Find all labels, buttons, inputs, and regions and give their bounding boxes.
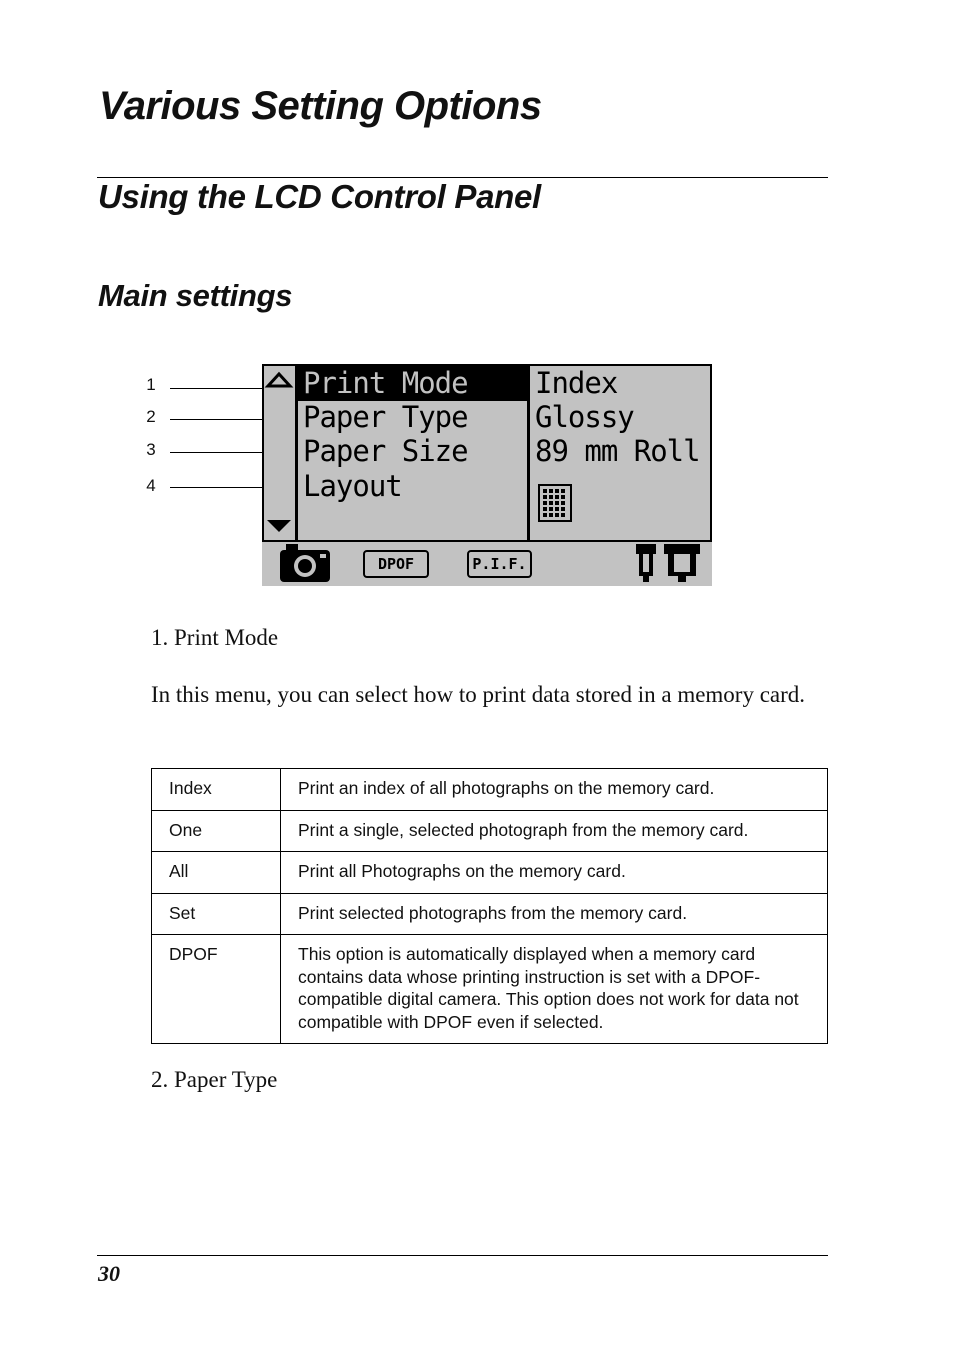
table-row bbox=[152, 852, 828, 894]
lcd-value-paper-size: 89 mm Roll bbox=[535, 434, 700, 468]
layout-grid-icon bbox=[538, 484, 572, 522]
dpof-icon: DPOF bbox=[363, 550, 429, 578]
option-cell: DPOF bbox=[152, 935, 281, 1044]
table-row bbox=[152, 810, 828, 852]
lcd-value-paper-type: Glossy bbox=[535, 400, 634, 434]
footer-rule bbox=[97, 1255, 828, 1256]
print-mode-description: In this menu, you can select how to print data stored in a memory card. bbox=[151, 682, 806, 707]
lcd-screen bbox=[262, 364, 712, 586]
description-cell: Print an index of all photographs on the memory card. bbox=[281, 769, 828, 811]
pif-icon: P.I.F. bbox=[467, 550, 532, 578]
callout-line-1 bbox=[170, 388, 265, 389]
page-number: 30 bbox=[98, 1261, 120, 1286]
lcd-menu-paper-size: Paper Size bbox=[303, 434, 468, 468]
lcd-menu-paper-type: Paper Type bbox=[303, 400, 468, 434]
lcd-value-print-mode: Index bbox=[535, 366, 618, 400]
table-row bbox=[152, 893, 828, 935]
print-mode-options-table bbox=[151, 768, 828, 1044]
item-print-mode: 1. Print Mode bbox=[151, 625, 279, 650]
lcd-divider bbox=[527, 364, 530, 540]
option-cell: Index bbox=[152, 769, 281, 811]
callout-2: 2 bbox=[146, 407, 156, 426]
lcd-scrollbar bbox=[262, 364, 298, 540]
description-cell: Print all Photographs on the memory card. bbox=[281, 852, 828, 894]
description-cell: Print a single, selected photograph from the memory card. bbox=[281, 810, 828, 852]
lcd-menu-print-mode: Print Mode bbox=[303, 366, 468, 400]
lcd-menu-layout: Layout bbox=[303, 469, 402, 503]
item-paper-type: 2. Paper Type bbox=[151, 1067, 278, 1092]
option-cell: All bbox=[152, 852, 281, 894]
table-row bbox=[152, 935, 828, 1044]
table-row bbox=[152, 769, 828, 811]
description-cell: This option is automatically displayed when a memory card contains data whose printing instruction is set with a DPOF-compatible digital camera. This option does not work for data not compatible with DPOF even if selected. bbox=[281, 935, 828, 1044]
page-heading: Various Setting Options bbox=[99, 84, 542, 128]
description-cell: Print selected photographs from the memory card. bbox=[281, 893, 828, 935]
option-cell: Set bbox=[152, 893, 281, 935]
ink-cartridge-icon bbox=[634, 542, 702, 584]
callout-1: 1 bbox=[146, 375, 156, 394]
option-cell: One bbox=[152, 810, 281, 852]
callout-4: 4 bbox=[146, 476, 156, 495]
scroll-up-arrow-icon bbox=[268, 374, 290, 386]
scroll-down-arrow-icon bbox=[267, 520, 291, 532]
section-heading: Using the LCD Control Panel bbox=[98, 178, 541, 215]
callout-3: 3 bbox=[146, 440, 156, 459]
subsection-heading: Main settings bbox=[98, 278, 293, 313]
camera-icon bbox=[278, 542, 332, 584]
